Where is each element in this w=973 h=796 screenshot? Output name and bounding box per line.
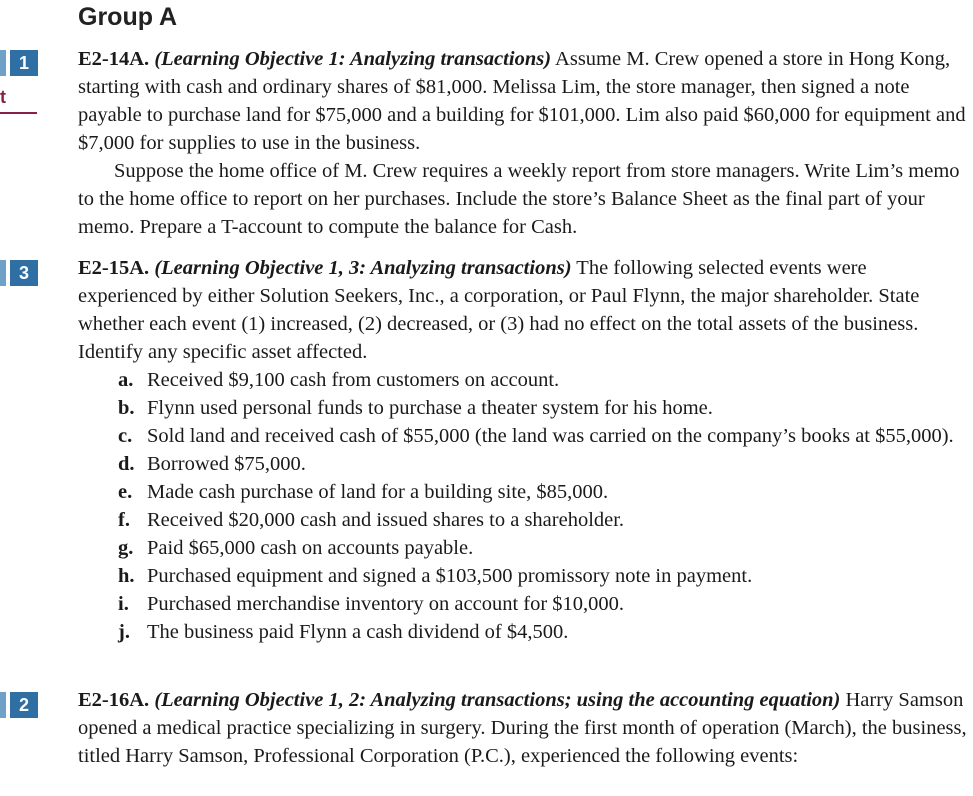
item-marker: c. — [118, 425, 133, 447]
exercise-id: E2-16A. — [78, 689, 150, 711]
item-marker: f. — [118, 509, 130, 531]
item-marker: g. — [118, 537, 134, 559]
exercise-id: E2-14A. — [78, 48, 150, 70]
margin-mark-letter: t — [0, 87, 6, 107]
margin-mark-rule — [0, 112, 37, 114]
learning-objective-badge-3 — [0, 260, 38, 286]
list-item — [118, 450, 968, 478]
badge-strip — [0, 50, 6, 76]
list-item — [118, 618, 968, 646]
exercise-intro — [78, 254, 968, 366]
exercise-e2-15a — [78, 254, 968, 646]
badge-strip — [0, 260, 6, 286]
exercise-paragraph: Suppose the home office of M. Crew requires a weekly report from store managers. Write Lim’s memo to the home office to report on her purchases. Include the store’s Balance Sheet as the final part of your memo. Prepare a T-account to compute the balance for Cash. — [78, 160, 960, 238]
exercise-e2-16a — [78, 686, 968, 770]
learning-objective: (Learning Objective 1, 3: Analyzing transactions) — [154, 257, 572, 279]
item-marker: j. — [118, 621, 130, 643]
item-marker: a. — [118, 369, 134, 391]
learning-objective: (Learning Objective 1, 2: Analyzing transactions; using the accounting equation) — [154, 689, 841, 711]
item-marker: b. — [118, 397, 135, 419]
exercise-id: E2-15A. — [78, 257, 150, 279]
group-heading: Group A — [78, 3, 178, 31]
margin-mark — [0, 87, 30, 113]
learning-objective-badge-2 — [0, 692, 38, 718]
list-item — [118, 422, 968, 450]
list-item — [118, 478, 968, 506]
item-marker: i. — [118, 593, 129, 615]
list-item — [118, 534, 968, 562]
item-text: Flynn used personal funds to purchase a theater system for his home. — [147, 397, 713, 419]
item-text: Borrowed $75,000. — [147, 453, 306, 475]
item-text: The business paid Flynn a cash dividend of $4,500. — [147, 621, 569, 643]
exercise-intro — [78, 686, 968, 770]
event-list — [78, 366, 968, 646]
item-text: Made cash purchase of land for a building site, $85,000. — [147, 481, 609, 503]
list-item — [118, 506, 968, 534]
exercise-text: The following selected events were experienced by either Solution Seekers, Inc., a corporation, or Paul Flynn, the major shareholder. State whether each event (1) increased, (2) decreased, or (3) had no effect on the total assets of the business. Identify any specific asset affected. — [78, 257, 920, 363]
item-text: Purchased merchandise inventory on account for $10,000. — [147, 593, 625, 615]
item-text: Received $20,000 cash and issued shares to a shareholder. — [147, 509, 625, 531]
item-text: Received $9,100 cash from customers on account. — [147, 369, 560, 391]
exercise-e2-14a — [78, 45, 968, 241]
badge-number: 3 — [10, 260, 38, 286]
exercise-text: Harry Samson opened a medical practice specializing in surgery. During the first month of operation (March), the business, titled Harry Samson, Professional Corporation (P.C.), experienced the following events: — [78, 689, 967, 767]
exercise-intro — [78, 45, 968, 157]
learning-objective: (Learning Objective 1: Analyzing transactions) — [154, 48, 552, 70]
item-marker: h. — [118, 565, 135, 587]
list-item — [118, 562, 968, 590]
list-item — [118, 590, 968, 618]
badge-number: 1 — [10, 50, 38, 76]
item-marker: d. — [118, 453, 135, 475]
item-marker: e. — [118, 481, 133, 503]
list-item — [118, 394, 968, 422]
item-text: Paid $65,000 cash on accounts payable. — [147, 537, 474, 559]
list-item — [118, 366, 968, 394]
badge-strip — [0, 692, 6, 718]
exercise-text: Assume M. Crew opened a store in Hong Kong, starting with cash and ordinary shares of $81,000. Melissa Lim, the store manager, then signed a note payable to purchase land for $75,000 and a building for $101,000. Lim also paid $60,000 for equipment and $7,000 for supplies to use in the business. — [78, 48, 966, 154]
learning-objective-badge-1 — [0, 50, 38, 76]
item-text: Purchased equipment and signed a $103,500 promissory note in payment. — [147, 565, 753, 587]
item-text: Sold land and received cash of $55,000 (the land was carried on the company’s books at $55,000). — [147, 425, 954, 447]
badge-number: 2 — [10, 692, 38, 718]
